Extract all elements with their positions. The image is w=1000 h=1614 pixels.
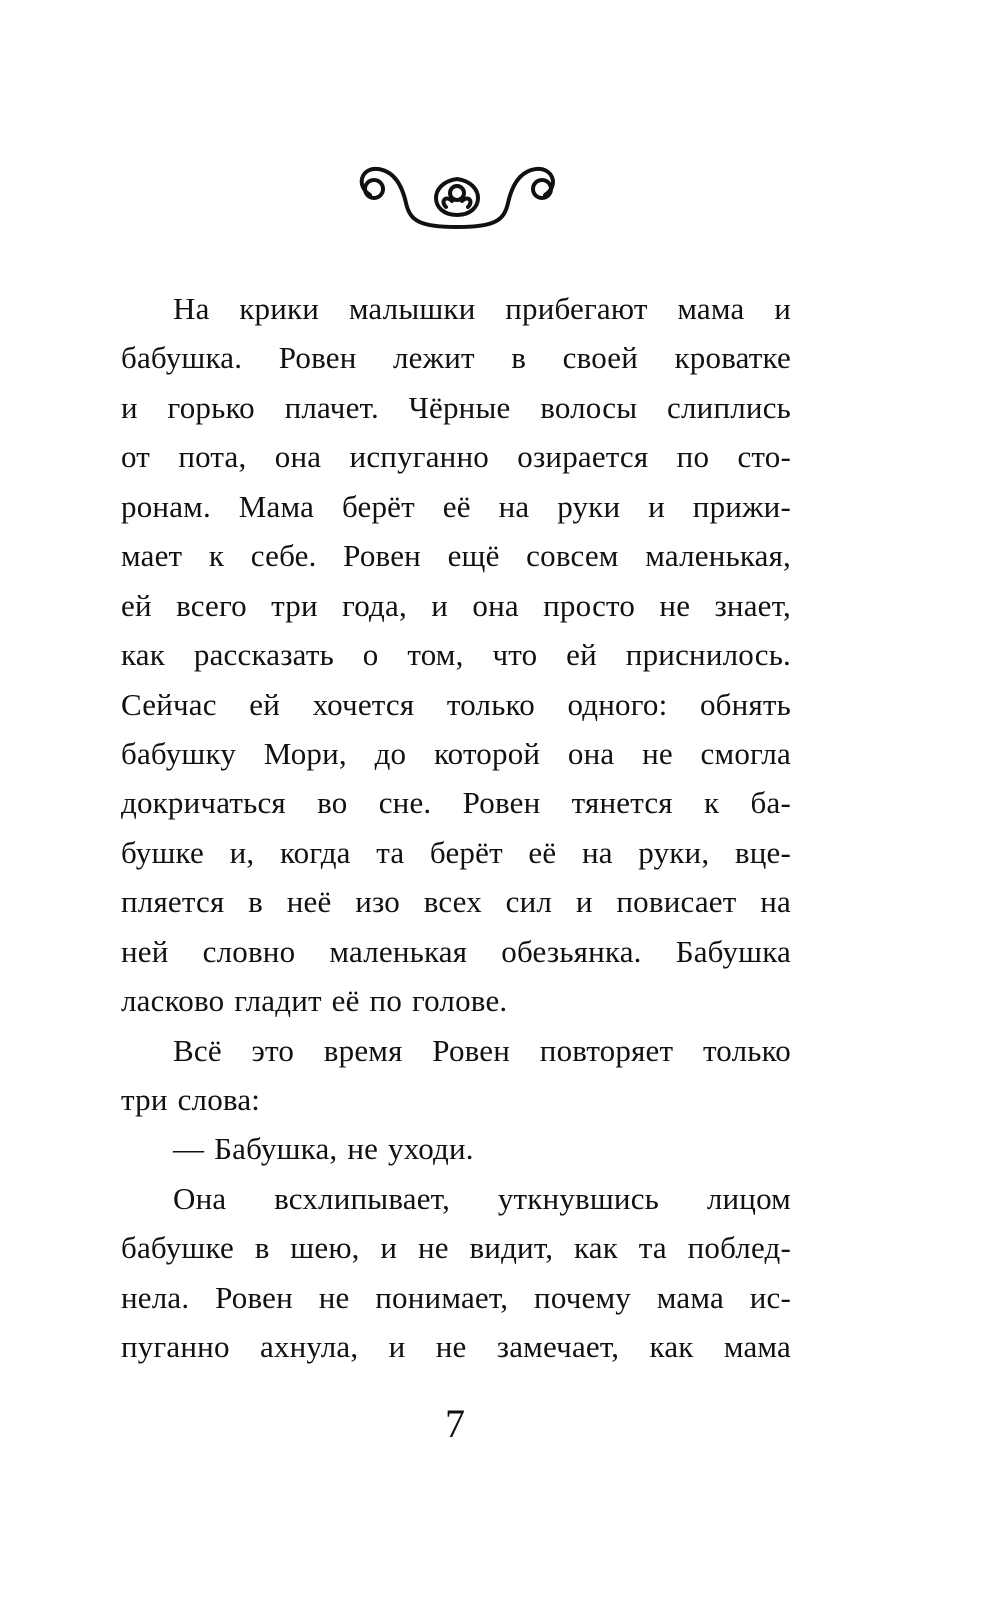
text-line: нела. Ровен не понимает, почему мама ис-	[121, 1279, 791, 1315]
text-line: На крики малышки прибегают мама и	[173, 291, 791, 326]
text-line: Сейчас ей хочется только одного: обнять	[121, 686, 791, 722]
text-line: ней словно маленькая обезьянка. Бабушка	[121, 933, 791, 969]
text-line: Всё это время Ровен повторяет только	[173, 1032, 791, 1068]
text-line: ронам. Мама берёт её на руки и прижи-	[121, 488, 791, 524]
text-line: ей всего три года, и она просто не знает,	[121, 587, 791, 623]
text-line: бабушке в шею, и не видит, как та поблед-	[121, 1230, 791, 1266]
text-line: ласково гладит её по голове.	[121, 983, 508, 1019]
text-line: и горько плачет. Чёрные волосы слиплись	[121, 389, 791, 425]
text-line: докричаться во сне. Ровен тянется к ба-	[121, 785, 791, 821]
text-line: пляется в неё изо всех сил и повисает на	[121, 884, 791, 920]
text-line: мает к себе. Ровен ещё совсем маленькая,	[121, 538, 791, 574]
text-line: бушке и, когда та берёт её на руки, вце-	[121, 834, 791, 870]
body-text	[121, 284, 791, 1372]
text-line: бабушку Мори, до которой она не смогла	[121, 735, 791, 771]
text-line: бабушка. Ровен лежит в своей кроватке	[121, 340, 791, 376]
text-line: — Бабушка, не уходи.	[173, 1131, 474, 1167]
page-number: 7	[445, 1401, 465, 1446]
text-line: пуганно ахнула, и не замечает, как мама	[121, 1329, 791, 1365]
text-line: три слова:	[121, 1082, 261, 1117]
text-line: как рассказать о том, что ей приснилось.	[121, 637, 791, 673]
text-line: от пота, она испуганно озирается по сто-	[121, 439, 791, 475]
text-line: Она всхлипывает, уткнувшись лицом	[173, 1180, 791, 1216]
ornament-icon	[350, 155, 565, 235]
